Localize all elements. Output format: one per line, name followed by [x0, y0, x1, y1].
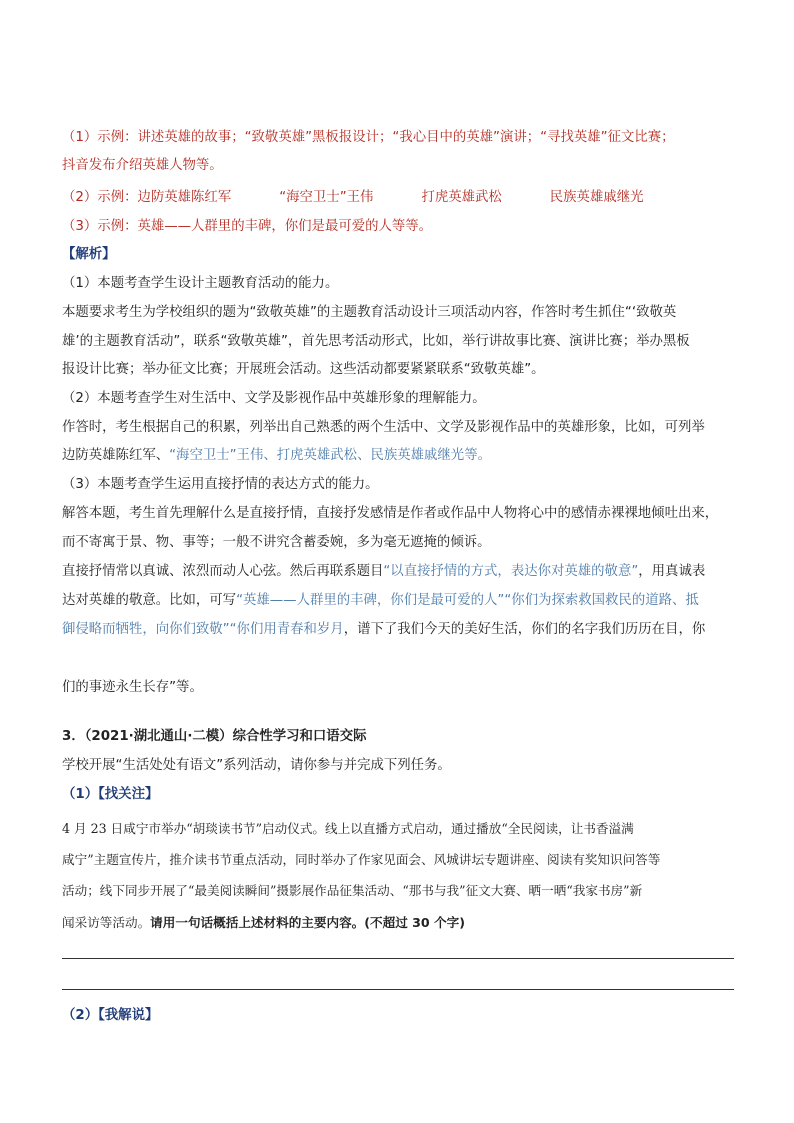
analysis-3-line-2: 而不寄寓于景、物、事等；一般不讲究含蓄委婉，多为毫无遮掩的倾诉。	[62, 535, 491, 550]
answer-2	[62, 188, 742, 208]
analysis-2-line-1: 作答时，考生根据自己的积累，列举出自己熟悉的两个生活中、文学及影视作品中的英雄形象，比如，可列举	[62, 420, 705, 435]
answer-3: （3）示例：英雄——人群里的丰碑，你们是最可爱的人等等。	[62, 219, 433, 234]
analysis-3-line-3-blue: “以直接抒情的方式，表达你对英雄的敬意”	[383, 564, 639, 579]
question-3-intro: 学校开展“生活处处有语文”系列活动，请你参与并完成下列任务。	[62, 758, 451, 773]
analysis-3-line-7: 们的事迹永生长存”等。	[62, 680, 203, 695]
analysis-3-line-5	[62, 620, 742, 640]
question-3-title: 3．（2021·湖北通山·二模）综合性学习和口语交际	[62, 729, 367, 744]
analysis-3-title: （3）本题考查学生运用直接抒情的表达方式的能力。	[62, 477, 379, 492]
analysis-3-line-4-text: 达对英雄的敬意。比如，可写	[62, 593, 237, 608]
analysis-1-line-1: 本题要求考生为学校组织的题为“致敬英雄”的主题教育活动设计三项活动内容，作答时考生抓住“‘致敬英	[62, 305, 677, 320]
analysis-heading-text: 【解析】	[62, 247, 116, 262]
task-2-heading-text: （2）【我解说】	[62, 1008, 159, 1023]
answer-2-item-3: 打虎英雄武松	[421, 190, 502, 205]
analysis-2-line-2	[62, 446, 742, 466]
analysis-3-line-5-text-end: ，谱下了我们今天的美好生活，你们的名字我们历历在目，你	[343, 622, 706, 637]
answer-2-item-2: “海空卫士”王伟	[279, 190, 374, 205]
answer-2-prefix: （2）示例：	[62, 190, 138, 205]
analysis-3-line-4-blue-1: “英雄——人群里的丰碑，你们是最可爱的人”	[236, 593, 505, 608]
analysis-heading	[62, 245, 742, 265]
analysis-1-line-3: 报设计比赛；举办征文比赛；开展班会活动。这些活动都要紧紧联系“致敬英雄”。	[62, 362, 545, 377]
answer-2-item-4: 民族英雄戚继光	[549, 190, 644, 205]
analysis-2-line-2-text: 边防英雄陈红军、	[62, 448, 170, 463]
analysis-3-line-3-text: 直接抒情常以真诚、浓烈而动人心弦。然后再联系题目	[62, 564, 384, 579]
analysis-3-line-1: 解答本题，考生首先理解什么是直接抒情，直接抒发感情是作者或作品中人物将心中的感情赤裸裸地倾吐出来，	[62, 506, 719, 521]
answer-1-line-2: 抖音发布介绍英雄人物等。	[62, 158, 223, 173]
analysis-1-line-2: 雄’的主题教育活动”，联系“致敬英雄”，首先思考活动形式，比如，举行讲故事比赛、演讲比赛；举办黑板	[62, 334, 690, 349]
analysis-3-line-4	[62, 591, 742, 611]
task-1-heading	[62, 785, 742, 805]
analysis-2-line-2-blue: “海空卫士”王伟、打虎英雄武松、民族英雄戚继光等。	[169, 448, 491, 463]
analysis-3-line-4-blue-2: “你们为探索救国救民的道路、抵	[504, 593, 699, 608]
material-line-1: 4 月 23 日咸宁市举办“胡琰读书节”启动仪式。线上以直播方式启动，通过播放“全民阅读，让书香溢满	[62, 821, 634, 836]
analysis-3-line-5-blue-1: 御侵略而牺牲，向你们致敬”	[62, 622, 230, 637]
answer-2-item-1: 边防英雄陈红军	[137, 190, 232, 205]
material-line-3: 活动；线下同步开展了“最美阅读瞬间”摄影展作品征集活动、“那书与我”征文大赛、晒一晒“我家书房”新	[62, 883, 643, 898]
answer-line-2[interactable]	[62, 989, 734, 990]
material-line-4	[62, 913, 742, 933]
analysis-3-line-3-text-end: ，用真诚表	[638, 564, 706, 579]
analysis-2-title: （2）本题考查学生对生活中、文学及影视作品中英雄形象的理解能力。	[62, 391, 486, 406]
task-2-heading	[62, 1006, 742, 1026]
answer-line-1[interactable]	[62, 958, 734, 959]
analysis-3-line-3	[62, 562, 742, 582]
analysis-3-line-5-blue-2: “你们用青春和岁月	[229, 622, 344, 637]
material-line-2: 咸宁”主题宣传片，推介读书节重点活动，同时举办了作家见面会、风城讲坛专题讲座、阅读有奖知识问答等	[62, 852, 661, 867]
answer-1-line-1: （1）示例：讲述英雄的故事；“致敬英雄”黑板报设计；“我心目中的英雄”演讲；“寻找英雄”征文比赛；	[62, 130, 675, 145]
task-1-prompt: 请用一句话概括上述材料的主要内容。(不超过 30 个字)	[150, 915, 466, 930]
analysis-1-title: （1）本题考查学生设计主题教育活动的能力。	[62, 276, 339, 291]
material-line-4-text: 闻采访等活动。	[62, 915, 151, 930]
task-1-heading-text: （1）【找关注】	[62, 787, 159, 802]
